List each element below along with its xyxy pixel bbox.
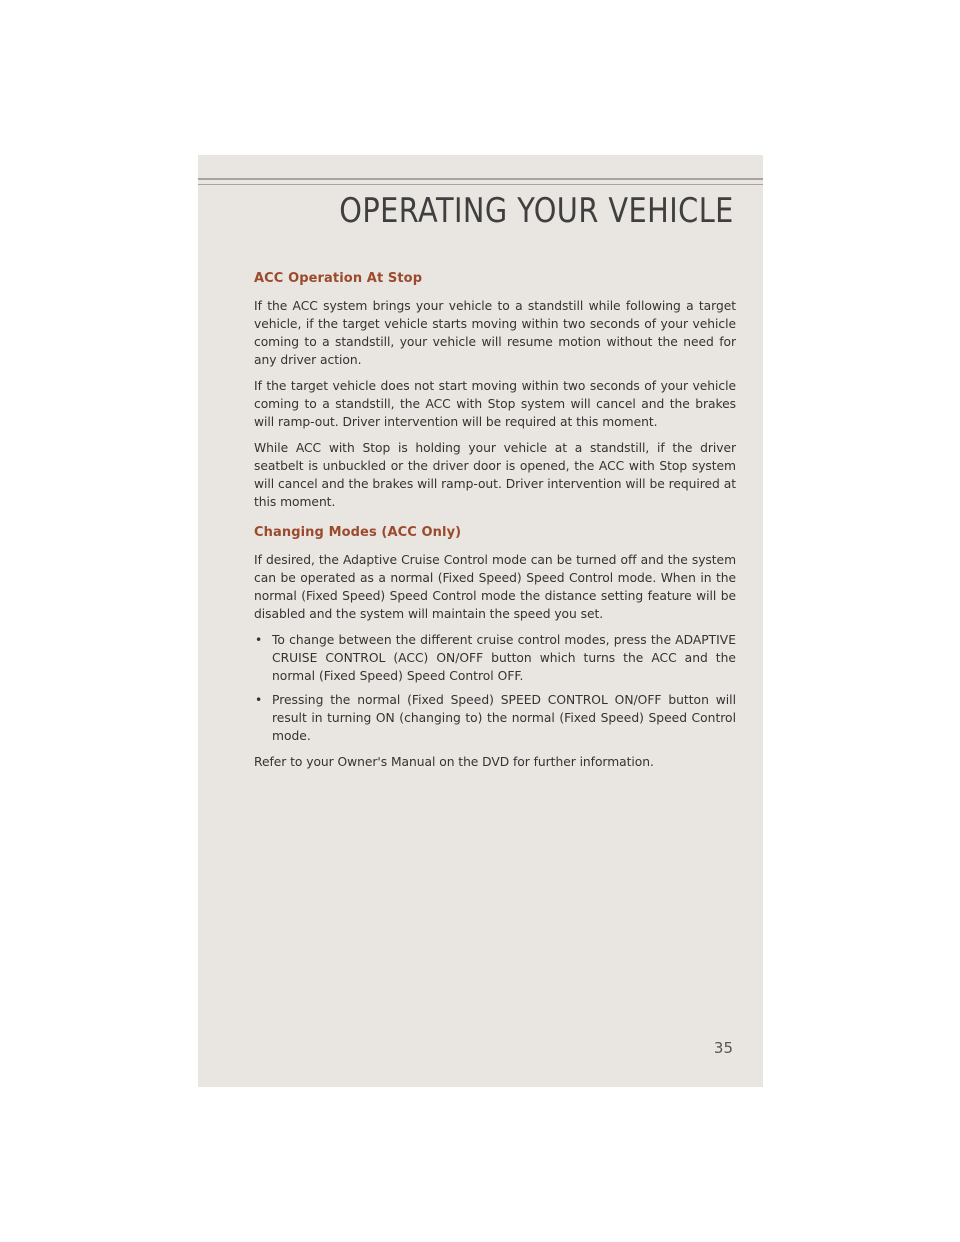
paragraph-changing-modes-intro: If desired, the Adaptive Cruise Control mode can be turned off and the system can be operated as a normal (Fixed Speed) Speed Control mode. When in the normal (Fixed Speed) Speed Control mode the distance setting feature will be disabled and the system will maintain the speed you set. <box>254 553 736 621</box>
list-item <box>254 691 736 745</box>
bullet-icon: • <box>255 693 263 707</box>
bullet-icon: • <box>255 633 263 647</box>
bullet-list <box>254 631 736 745</box>
chapter-title: OPERATING YOUR VEHICLE <box>339 191 734 230</box>
list-item-text: To change between the different cruise control modes, press the ADAPTIVE CRUISE CONTROL (ACC) ON/OFF button which turns the ACC and the normal (Fixed Speed) Speed Control OFF. <box>272 633 736 683</box>
header-rule-thin <box>198 184 763 185</box>
paragraph-standstill-cancel: If the target vehicle does not start moving within two seconds of your vehicle coming to a standstill, the ACC with Stop system will cancel and the brakes will ramp-out. Driver intervention will be required at this moment. <box>254 379 736 429</box>
section-heading-acc-operation-at-stop: ACC Operation At Stop <box>254 271 423 286</box>
paragraph-refer-to-manual: Refer to your Owner's Manual on the DVD for further information. <box>254 755 654 769</box>
list-item <box>254 631 736 685</box>
paragraph-standstill-resume: If the ACC system brings your vehicle to a standstill while following a target vehicle, if the target vehicle starts moving within two seconds of your vehicle coming to a standstill, your vehicle will resume motion without the need for any driver action. <box>254 299 736 367</box>
body-content <box>254 270 736 779</box>
header-rule-thick <box>198 178 763 180</box>
paragraph-seatbelt-door: While ACC with Stop is holding your vehicle at a standstill, if the driver seatbelt is unbuckled or the driver door is opened, the ACC with Stop system will cancel and the brakes will ramp-out. Driver intervention will be required at this moment. <box>254 441 736 509</box>
page-number: 35 <box>713 1039 733 1057</box>
section-heading-changing-modes: Changing Modes (ACC Only) <box>254 525 462 540</box>
manual-page <box>198 155 763 1087</box>
list-item-text: Pressing the normal (Fixed Speed) SPEED CONTROL ON/OFF button will result in turning ON (changing to) the normal (Fixed Speed) Speed Control mode. <box>272 693 736 743</box>
